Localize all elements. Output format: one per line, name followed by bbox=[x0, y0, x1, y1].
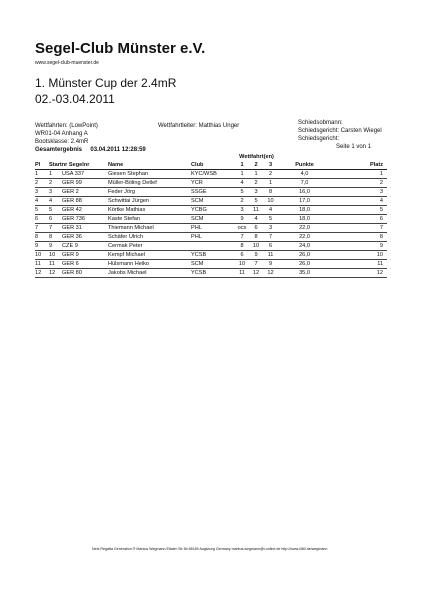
cell-pl: 6 bbox=[35, 215, 49, 224]
col-place: Platz bbox=[331, 161, 387, 170]
cell-points: 7,0 bbox=[278, 179, 331, 188]
cell-pl: 7 bbox=[35, 224, 49, 233]
cell-r1: 10 bbox=[235, 260, 249, 269]
cell-r1: 7 bbox=[235, 233, 249, 242]
table-row bbox=[35, 224, 387, 233]
races-header: Wettfahrt(en) bbox=[239, 154, 274, 160]
judge-chair-label: Schiedsobmann: bbox=[298, 120, 343, 126]
cell-place: 11 bbox=[331, 260, 387, 269]
cell-r1: 2 bbox=[235, 197, 249, 206]
col-startnr-segelnr bbox=[49, 161, 108, 170]
cell-name: Cermak Peter bbox=[108, 242, 191, 251]
cell-r3: 3 bbox=[263, 224, 278, 233]
cell-place: 7 bbox=[331, 224, 387, 233]
cell-pl: 3 bbox=[35, 188, 49, 197]
table-row bbox=[35, 269, 387, 278]
cell-segelnr: CZE 9 bbox=[62, 242, 108, 251]
table-row bbox=[35, 197, 387, 206]
cell-place: 2 bbox=[331, 179, 387, 188]
cell-segelnr: GER 80 bbox=[62, 269, 108, 278]
cell-pl: 11 bbox=[35, 260, 49, 269]
table-row bbox=[35, 206, 387, 215]
cell-r3: 4 bbox=[263, 206, 278, 215]
cell-pl: 8 bbox=[35, 233, 49, 242]
cell-points: 4,0 bbox=[278, 170, 331, 179]
cell-r3: 10 bbox=[263, 197, 278, 206]
cell-r3: 6 bbox=[263, 242, 278, 251]
cell-name: Schäfer Ulrich bbox=[108, 233, 191, 242]
col-r3: 3 bbox=[263, 161, 278, 170]
cell-club: YCSB bbox=[191, 251, 235, 260]
cell-club: YCSB bbox=[191, 269, 235, 278]
cell-club bbox=[191, 242, 235, 251]
cell-startnr: 1 bbox=[49, 170, 62, 179]
cell-startnr: 12 bbox=[49, 269, 62, 278]
meta-left bbox=[35, 122, 146, 154]
cell-segelnr: GER 2 bbox=[62, 188, 108, 197]
cell-r1: 9 bbox=[235, 215, 249, 224]
cell-startnr: 5 bbox=[49, 206, 62, 215]
jury2-label: Schiedsgericht: bbox=[298, 136, 340, 142]
cell-points: 26,0 bbox=[278, 251, 331, 260]
cell-place: 10 bbox=[331, 251, 387, 260]
cell-points: 24,0 bbox=[278, 242, 331, 251]
result-table bbox=[35, 153, 387, 278]
result-timestamp: 03.04.2011 12:28:59 bbox=[90, 147, 146, 153]
cell-place: 9 bbox=[331, 242, 387, 251]
table-row bbox=[35, 170, 387, 179]
cell-place: 6 bbox=[331, 215, 387, 224]
cell-r1: 5 bbox=[235, 188, 249, 197]
race-officer-label: Wettfahrtleiter: Matthias Unger bbox=[158, 123, 240, 129]
cell-segelnr: GER 42 bbox=[62, 206, 108, 215]
cell-r2: 1 bbox=[249, 170, 263, 179]
cell-club: KYC/WSB bbox=[191, 170, 235, 179]
cell-startnr: 10 bbox=[49, 251, 62, 260]
cell-pl: 2 bbox=[35, 179, 49, 188]
table-row bbox=[35, 179, 387, 188]
cell-points: 22,0 bbox=[278, 224, 331, 233]
table-row bbox=[35, 242, 387, 251]
cell-startnr: 7 bbox=[49, 224, 62, 233]
meta-right bbox=[298, 119, 382, 151]
cell-r2: 8 bbox=[249, 233, 263, 242]
cell-segelnr: GER 99 bbox=[62, 179, 108, 188]
cell-segelnr: GER 31 bbox=[62, 224, 108, 233]
cell-segelnr: GER 9 bbox=[62, 251, 108, 260]
cell-r3: 2 bbox=[263, 170, 278, 179]
cell-r3: 5 bbox=[263, 215, 278, 224]
cell-r2: 5 bbox=[249, 197, 263, 206]
cell-segelnr: USA 337 bbox=[62, 170, 108, 179]
cell-r1: 3 bbox=[235, 206, 249, 215]
cell-r1: 6 bbox=[235, 251, 249, 260]
cell-startnr: 2 bbox=[49, 179, 62, 188]
table-row bbox=[35, 215, 387, 224]
event-title: 1. Münster Cup der 2.4mR bbox=[35, 76, 177, 90]
overall-label: Gesamtergebnis bbox=[35, 147, 83, 153]
cell-r2: 3 bbox=[249, 188, 263, 197]
cell-r2: 10 bbox=[249, 242, 263, 251]
cell-club: SCM bbox=[191, 260, 235, 269]
table-super-header bbox=[35, 153, 387, 161]
cell-r1: 1 bbox=[235, 170, 249, 179]
cell-segelnr: GER 6 bbox=[62, 260, 108, 269]
cell-name: Müller-Böling Detlef bbox=[108, 179, 191, 188]
table-header-row bbox=[35, 161, 387, 170]
col-r2: 2 bbox=[249, 161, 263, 170]
cell-place: 1 bbox=[331, 170, 387, 179]
cell-name: Thiemann Michael bbox=[108, 224, 191, 233]
cell-club: YCBG bbox=[191, 206, 235, 215]
cell-name: Jakobs Michael bbox=[108, 269, 191, 278]
footer-text: Next Regatta Generation ® Markus Wegmann Ettaler-Str 5b 85189 Augsburg Germany markus.wegmann@t-online.de http://www.i480.de/wegmann bbox=[92, 547, 328, 551]
club-url: www.segel-club-muenster.de bbox=[35, 60, 99, 66]
cell-points: 22,0 bbox=[278, 233, 331, 242]
col-startnr: Startnr bbox=[49, 162, 68, 168]
cell-name: Kempf Michael bbox=[108, 251, 191, 260]
cell-pl: 9 bbox=[35, 242, 49, 251]
cell-name: Kaste Stefan bbox=[108, 215, 191, 224]
cell-club: SCM bbox=[191, 215, 235, 224]
cell-r1: 4 bbox=[235, 179, 249, 188]
table-row bbox=[35, 233, 387, 242]
rule-label: WR01-04 Anhang A bbox=[35, 131, 88, 137]
col-name: Name bbox=[108, 161, 191, 170]
cell-pl: 1 bbox=[35, 170, 49, 179]
cell-r3: 8 bbox=[263, 188, 278, 197]
cell-startnr: 3 bbox=[49, 188, 62, 197]
boat-class-label: Bootsklasse: 2.4mR bbox=[35, 139, 89, 145]
cell-points: 35,0 bbox=[278, 269, 331, 278]
col-points: Punkte bbox=[278, 161, 331, 170]
cell-r1: ocs bbox=[235, 224, 249, 233]
event-dates: 02.-03.04.2011 bbox=[35, 92, 115, 106]
cell-segelnr: GER 88 bbox=[62, 197, 108, 206]
cell-startnr: 9 bbox=[49, 242, 62, 251]
cell-points: 18,0 bbox=[278, 215, 331, 224]
cell-r2: 7 bbox=[249, 260, 263, 269]
cell-r2: 9 bbox=[249, 251, 263, 260]
cell-r2: 4 bbox=[249, 215, 263, 224]
cell-place: 12 bbox=[331, 269, 387, 278]
cell-points: 16,0 bbox=[278, 188, 331, 197]
cell-segelnr: GER 36 bbox=[62, 233, 108, 242]
col-club: Club bbox=[191, 161, 235, 170]
cell-r3: 12 bbox=[263, 269, 278, 278]
cell-club: PHL bbox=[191, 233, 235, 242]
table-row bbox=[35, 260, 387, 269]
cell-points: 26,0 bbox=[278, 260, 331, 269]
cell-club: YCR bbox=[191, 179, 235, 188]
cell-name: Giesen Stephan bbox=[108, 170, 191, 179]
cell-r1: 11 bbox=[235, 269, 249, 278]
cell-pl: 10 bbox=[35, 251, 49, 260]
cell-place: 4 bbox=[331, 197, 387, 206]
table-row bbox=[35, 188, 387, 197]
cell-segelnr: GER 736 bbox=[62, 215, 108, 224]
cell-r3: 9 bbox=[263, 260, 278, 269]
table-row bbox=[35, 251, 387, 260]
cell-club: SCM bbox=[191, 197, 235, 206]
jury-label: Schiedsgericht: Carsten Wiegel bbox=[298, 128, 382, 134]
cell-startnr: 4 bbox=[49, 197, 62, 206]
cell-r2: 2 bbox=[249, 179, 263, 188]
col-pl: Pl bbox=[35, 161, 49, 170]
col-segelnr: Segelnr bbox=[68, 162, 90, 168]
cell-r1: 8 bbox=[235, 242, 249, 251]
cell-startnr: 6 bbox=[49, 215, 62, 224]
cell-r2: 6 bbox=[249, 224, 263, 233]
cell-club: SSGE bbox=[191, 188, 235, 197]
cell-pl: 5 bbox=[35, 206, 49, 215]
cell-startnr: 11 bbox=[49, 260, 62, 269]
cell-r3: 11 bbox=[263, 251, 278, 260]
cell-name: Hülsmann Heiko bbox=[108, 260, 191, 269]
cell-r3: 7 bbox=[263, 233, 278, 242]
cell-pl: 12 bbox=[35, 269, 49, 278]
cell-place: 5 bbox=[331, 206, 387, 215]
cell-points: 17,0 bbox=[278, 197, 331, 206]
club-name: Segel-Club Münster e.V. bbox=[35, 40, 206, 57]
cell-pl: 4 bbox=[35, 197, 49, 206]
cell-club: PHL bbox=[191, 224, 235, 233]
cell-place: 3 bbox=[331, 188, 387, 197]
cell-r2: 12 bbox=[249, 269, 263, 278]
cell-name: Schwittai Jürgen bbox=[108, 197, 191, 206]
cell-startnr: 8 bbox=[49, 233, 62, 242]
cell-name: Feder Jörg bbox=[108, 188, 191, 197]
cell-points: 18,0 bbox=[278, 206, 331, 215]
page-info: Seite 1 von 1 bbox=[336, 144, 372, 150]
cell-name: Körtke Mathias bbox=[108, 206, 191, 215]
col-r1: 1 bbox=[235, 161, 249, 170]
cell-place: 8 bbox=[331, 233, 387, 242]
cell-r3: 1 bbox=[263, 179, 278, 188]
races-label: Wettfahrten: (LowPoint) bbox=[35, 123, 98, 129]
meta-mid bbox=[158, 122, 239, 130]
cell-r2: 11 bbox=[249, 206, 263, 215]
